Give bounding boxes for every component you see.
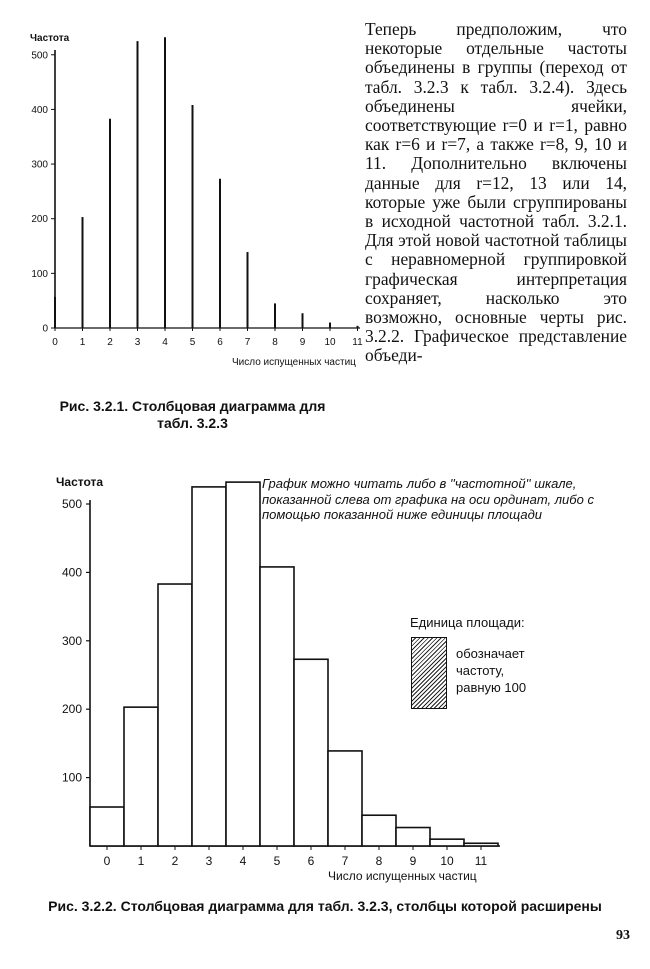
chart2-ylabel: Частота xyxy=(56,475,104,489)
chart2-bar xyxy=(430,839,464,846)
body-paragraph: Теперь предположим, что некоторые отдельные частоты объединены в группы (переход от табл. 3.2.3 к табл. 3.2.4). Здесь объединены ячейки, соответствующие r=0 и r=1, равно как r=6 и r=7, а также r=8, 9, 10 и 11. Дополнительно включены данные для r=12, 13 или 14, которые уже были сгруппированы в исходной частотной табл. 3.2.1. Для этой новой частотной таблицы с неравномерной группировкой графическая интерпретация сохраняет, насколько это возможно, основные черты рис. 3.2.2. Графическое представление объеди- xyxy=(365,19,627,366)
figure1-caption-line1: Рис. 3.2.1. Столбцовая диаграмма для xyxy=(59,398,326,414)
chart2-xtick-label: 7 xyxy=(341,854,349,868)
chart2-ytick-label: 100 xyxy=(61,770,82,785)
chart2-xtick-label: 3 xyxy=(205,854,213,868)
chart1-xtick-label: 0 xyxy=(52,337,58,348)
chart1-xtick-label: 8 xyxy=(272,337,278,348)
chart2-ytick-label: 300 xyxy=(61,633,82,648)
chart2-bar xyxy=(396,828,430,846)
figure1-caption xyxy=(20,398,365,432)
chart1-xtick-label: 2 xyxy=(107,337,113,348)
chart2-xtick-label: 1 xyxy=(137,854,145,868)
chart2-note: График можно читать либо в ''частотной'' шкале, показанной слева от графика на оси ординат, либо с помощью показанной ниже единицы площади xyxy=(262,476,594,522)
chart2-bar xyxy=(192,487,226,846)
figure2-caption: Рис. 3.2.2. Столбцовая диаграмма для табл. 3.2.3, столбцы которой расширены xyxy=(48,898,602,914)
area-unit-desc-1: обозначает xyxy=(456,646,525,661)
chart1-xtick-label: 6 xyxy=(217,337,223,348)
chart2-bar xyxy=(158,584,192,846)
chart1-ytick-label: 300 xyxy=(31,159,48,171)
chart2-xtick-label: 8 xyxy=(375,854,383,868)
chart1-xtick-label: 9 xyxy=(299,337,306,348)
chart2-xtick-label: 4 xyxy=(239,854,247,868)
chart2-bar xyxy=(328,751,362,846)
chart2-bar xyxy=(124,707,158,846)
chart1-ylabel: Частота xyxy=(30,33,70,44)
area-unit-hatched-box xyxy=(411,637,447,709)
chart2-xtick-label: 6 xyxy=(307,854,315,868)
chart1-xtick-label: 11 xyxy=(352,337,363,348)
chart2-ytick-label: 200 xyxy=(61,702,82,717)
chart2-xtick-label: 2 xyxy=(171,854,179,868)
chart2-xlabel: Число испущенных частиц xyxy=(328,869,477,883)
page-number: 93 xyxy=(616,928,630,943)
chart1-ytick-label: 500 xyxy=(31,50,48,62)
chart1-xtick-label: 4 xyxy=(162,337,168,348)
chart2-bar xyxy=(362,815,396,846)
chart2-ytick-label: 500 xyxy=(61,497,82,511)
chart1-ytick-label: 0 xyxy=(42,323,48,335)
chart2-bar xyxy=(90,807,124,846)
chart1-xtick-label: 7 xyxy=(244,337,251,348)
chart1-xtick-label: 1 xyxy=(79,337,86,348)
chart1-xtick-label: 10 xyxy=(324,337,336,348)
area-unit-desc-2: частоту, xyxy=(456,663,505,678)
area-unit-desc-3: равную 100 xyxy=(456,680,527,695)
chart2-bar xyxy=(260,567,294,846)
chart2-bar xyxy=(294,659,328,846)
chart-1 xyxy=(0,0,365,395)
chart1-ytick-label: 400 xyxy=(31,104,48,116)
figure1-caption-line2: табл. 3.2.3 xyxy=(157,415,228,431)
area-unit-description xyxy=(456,645,556,696)
chart1-xlabel: Число испущенных частиц xyxy=(232,357,356,368)
chart2-xtick-label: 9 xyxy=(409,854,417,868)
area-unit-title: Единица площади: xyxy=(410,615,525,630)
chart2-bar xyxy=(464,843,498,846)
chart2-xtick-label: 5 xyxy=(273,854,281,868)
chart2-xtick-label: 11 xyxy=(474,854,488,868)
chart2-xtick-label: 0 xyxy=(103,854,111,868)
chart1-ytick-label: 200 xyxy=(31,214,48,226)
chart2-xtick-label: 10 xyxy=(440,854,454,868)
chart2-ytick-label: 400 xyxy=(61,565,82,580)
chart2-bar xyxy=(226,482,260,846)
chart1-xtick-label: 3 xyxy=(134,337,141,348)
chart1-xtick-label: 5 xyxy=(189,337,196,348)
chart1-ytick-label: 100 xyxy=(31,268,48,280)
